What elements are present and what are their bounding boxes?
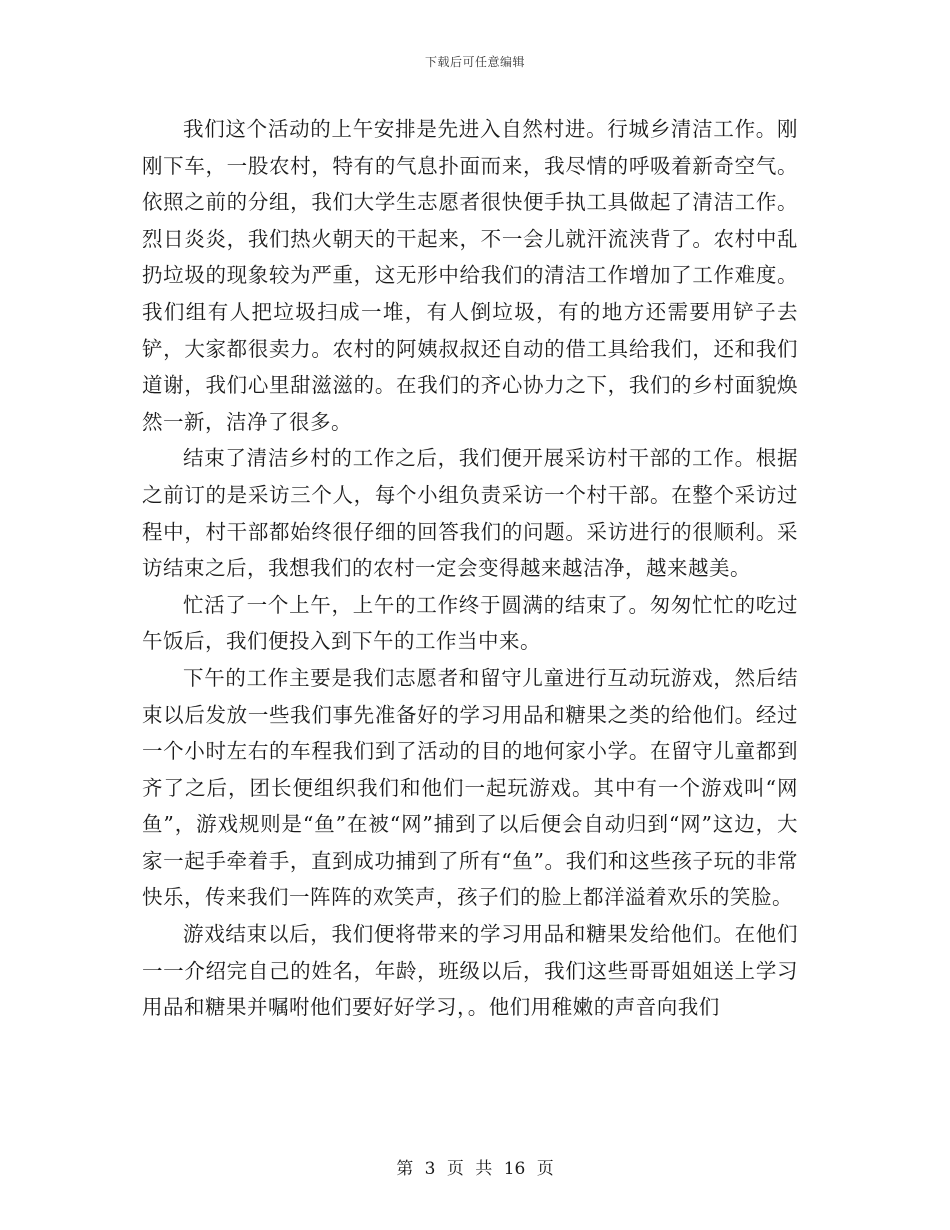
paragraph-4: 下午的工作主要是我们志愿者和留守儿童进行互动玩游戏，然后结束以后发放一些我们事先准备好的学习用品和糖果之类的给他们。经过一个小时左右的车程我们到了活动的目的地何家小学。在留守儿童都到齐了之后，团长便组织我们和他们一起玩游戏。其中有一个游戏叫“网鱼”，游戏规则是“鱼”在被“网”捕到了以后便会自动归到“网”这边，大家一起手牵着手，直到成功捕到了所有“鱼”。我们和这些孩子玩的非常快乐，传来我们一阵阵的欢笑声，孩子们的脸上都洋溢着欢乐的笑脸。 xyxy=(142,665,798,910)
paragraph-2: 结束了清洁乡村的工作之后，我们便开展采访村干部的工作。根据之前订的是采访三个人，每个小组负责采访一个村干部。在整个采访过程中，村干部都始终很仔细的回答我们的问题。采访进行的很顺利。采访结束之后，我想我们的农村一定会变得越来越洁净，越来越美。 xyxy=(142,446,798,581)
paragraph-3: 忙活了一个上午，上午的工作终于圆满的结束了。匆匆忙忙的吃过午饭后，我们便投入到下午的工作当中来。 xyxy=(142,592,798,654)
page-header: 下载后可任意编辑 xyxy=(424,55,525,69)
paragraph-1: 我们这个活动的上午安排是先进入自然村进。行城乡清洁工作。刚刚下车，一股农村，特有的气息扑面而来，我尽情的呼吸着新奇空气。依照之前的分组，我们大学生志愿者很快便手执工具做起了清洁工作。烈日炎炎，我们热火朝天的干起来，不一会儿就汗流浃背了。农村中乱扔垃圾的现象较为严重，这无形中给我们的清洁工作增加了工作难度。我们组有人把垃圾扫成一堆，有人倒垃圾，有的地方还需要用铲子去铲，大家都很卖力。农村的阿姨叔叔还自动的借工具给我们，还和我们道谢，我们心里甜滋滋的。在我们的齐心协力之下，我们的乡村面貌焕然一新，洁净了很多。 xyxy=(142,117,798,434)
document-body xyxy=(142,111,798,1026)
paragraph-5: 游戏结束以后，我们便将带来的学习用品和糖果发给他们。在他们一一介绍完自己的姓名，年龄，班级以后，我们这些哥哥姐姐送上学习用品和糖果并嘱咐他们要好好学习，。他们用稚嫩的声音向我们 xyxy=(142,922,798,1020)
page-footer: 第 3 页 共 16 页 xyxy=(396,1159,554,1179)
